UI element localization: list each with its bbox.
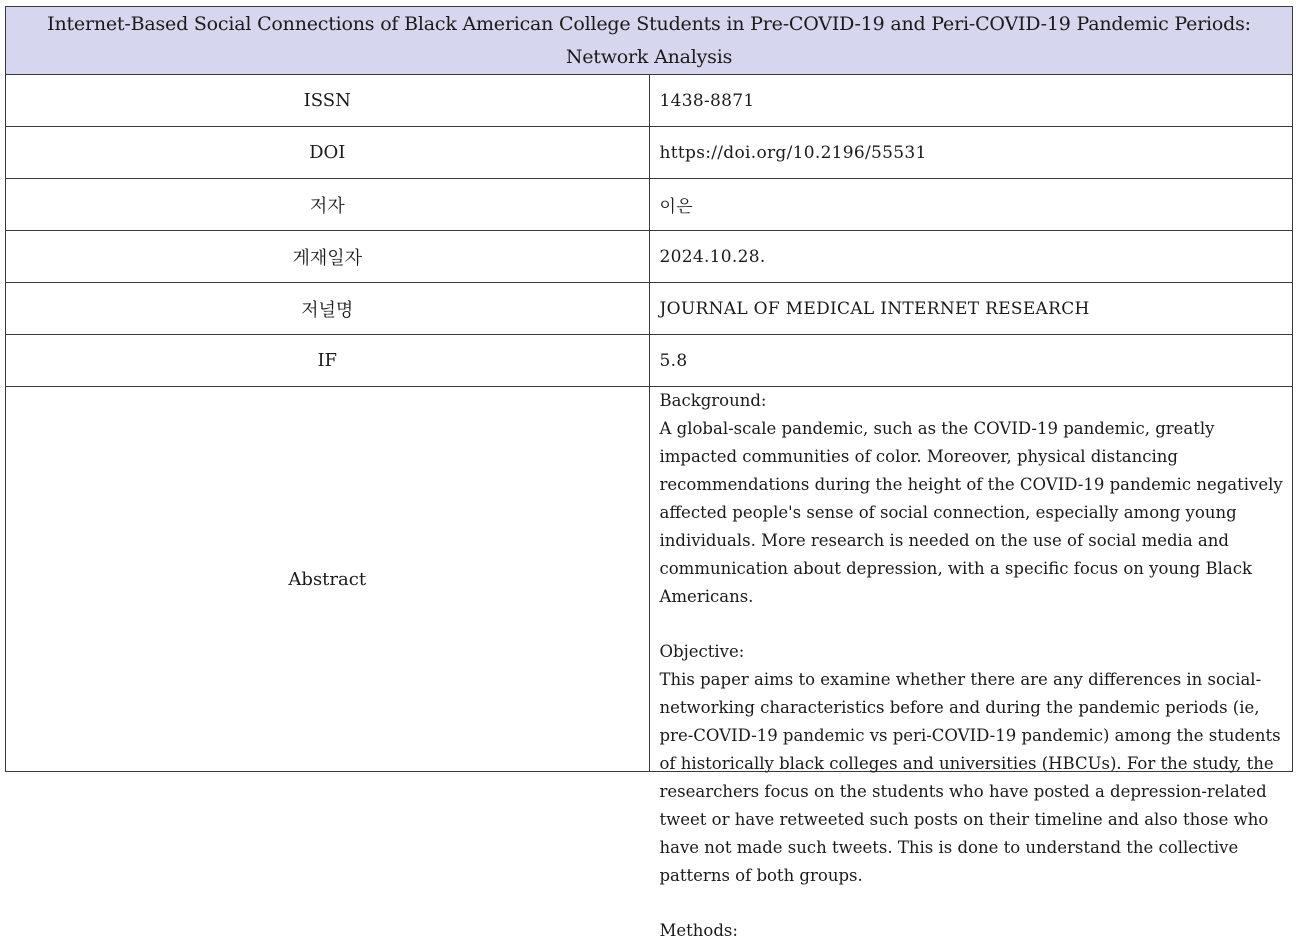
publish-date-label: 게재일자 bbox=[6, 231, 650, 283]
row-journal bbox=[6, 283, 1293, 335]
objective-text: This paper aims to examine whether there are any differences in social-networking characteristics before and during the pandemic periods (ie, pre-COVID-19 pandemic vs peri-COVID-19 pandemic) among the students of historically black colleges and universities (HBCUs). For the study, the researchers focus on the students who have posted a depression-related tweet or have retweeted such posts on their timeline and also those who have not made such tweets. This is done to understand the collective patterns of both groups. bbox=[659, 670, 1281, 885]
objective-heading: Objective: bbox=[659, 642, 745, 661]
journal-label: 저널명 bbox=[6, 283, 650, 335]
doi-value: https://doi.org/10.2196/55531 bbox=[649, 127, 1293, 179]
background-heading: Background: bbox=[659, 391, 767, 410]
methods-heading: Methods: bbox=[659, 921, 738, 940]
row-impact-factor bbox=[6, 335, 1293, 387]
impact-factor-value: 5.8 bbox=[649, 335, 1293, 387]
abstract-content bbox=[649, 387, 1293, 940]
abstract-scroll[interactable] bbox=[659, 387, 1285, 940]
row-abstract bbox=[6, 387, 1293, 772]
article-info-table bbox=[5, 6, 1293, 940]
row-author bbox=[6, 179, 1293, 231]
publish-date-value: 2024.10.28. bbox=[649, 231, 1293, 283]
author-value: 이은 bbox=[649, 179, 1293, 231]
issn-value: 1438-8871 bbox=[649, 75, 1293, 127]
impact-factor-label: IF bbox=[6, 335, 650, 387]
abstract-label: Abstract bbox=[6, 387, 650, 772]
row-issn bbox=[6, 75, 1293, 127]
background-text: A global-scale pandemic, such as the COVID-19 pandemic, greatly impacted communities of color. Moreover, physical distancing recommendations during the height of the COVID-19 pandemic negatively affected people's sense of social connection, especially among young individuals. More research is needed on the use of social media and communication about depression, with a specific focus on young Black Americans. bbox=[659, 419, 1283, 606]
issn-label: ISSN bbox=[6, 75, 650, 127]
journal-value: JOURNAL OF MEDICAL INTERNET RESEARCH bbox=[649, 283, 1293, 335]
row-publish-date bbox=[6, 231, 1293, 283]
author-label: 저자 bbox=[6, 179, 650, 231]
doi-label: DOI bbox=[6, 127, 650, 179]
row-doi bbox=[6, 127, 1293, 179]
article-title: Internet-Based Social Connections of Black American College Students in Pre-COVID-19 and Peri-COVID-19 Pandemic Periods: Network Analysis bbox=[6, 7, 1293, 75]
